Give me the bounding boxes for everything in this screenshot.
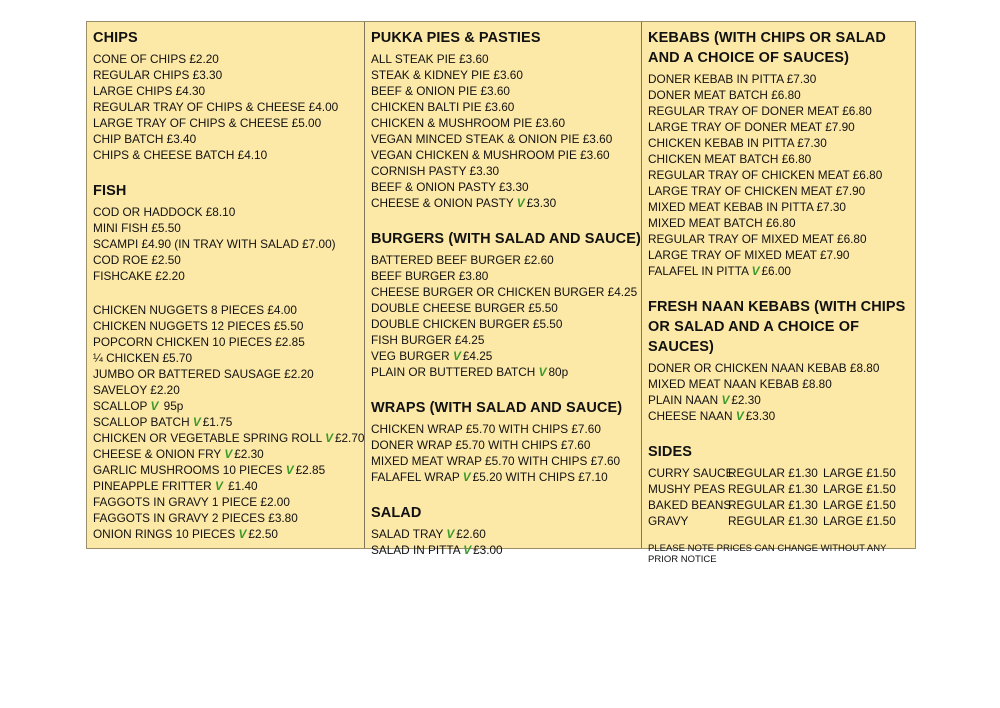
section-wraps bbox=[371, 398, 641, 485]
menu-item-text: FALAFEL WRAP bbox=[371, 470, 463, 484]
menu-item bbox=[93, 334, 364, 350]
menu-item-text: BEEF & ONION PASTY £3.30 bbox=[371, 180, 529, 194]
menu-item bbox=[93, 350, 364, 366]
menu-item bbox=[648, 151, 915, 167]
menu-item-price: £3.30 bbox=[526, 196, 557, 210]
menu-item-price: £3.00 bbox=[473, 543, 503, 557]
menu-item bbox=[648, 263, 915, 279]
menu-item bbox=[371, 300, 641, 316]
menu-item bbox=[93, 494, 364, 510]
menu-item-text: CHICKEN NUGGETS 12 PIECES £5.50 bbox=[93, 319, 304, 333]
side-item bbox=[648, 481, 915, 497]
section-title: BURGERS (WITH SALAD AND SAUCE) bbox=[371, 231, 641, 247]
menu-item-price: £4.25 bbox=[462, 349, 493, 363]
menu-item bbox=[371, 147, 641, 163]
menu-item-text: LARGE TRAY OF MIXED MEAT £7.90 bbox=[648, 248, 850, 262]
menu-item-price: £5.20 WITH CHIPS £7.10 bbox=[472, 470, 608, 484]
menu-item-text: ALL STEAK PIE £3.60 bbox=[371, 52, 489, 66]
side-regular-price: REGULAR £1.30 bbox=[728, 498, 818, 512]
vegetarian-icon: V bbox=[462, 470, 471, 484]
side-regular-price: REGULAR £1.30 bbox=[728, 482, 818, 496]
vegetarian-icon: V bbox=[214, 479, 223, 493]
menu-item bbox=[648, 103, 915, 119]
menu-item bbox=[371, 437, 641, 453]
menu-item-text: ¼ CHICKEN £5.70 bbox=[93, 351, 193, 365]
menu-item-text: POPCORN CHICKEN 10 PIECES £2.85 bbox=[93, 335, 305, 349]
menu-item-text: STEAK & KIDNEY PIE £3.60 bbox=[371, 68, 523, 82]
side-name: MUSHY PEAS bbox=[648, 482, 726, 496]
menu-column-2 bbox=[364, 22, 641, 557]
menu-item bbox=[648, 376, 915, 392]
menu-item bbox=[93, 430, 364, 446]
menu-item-text: DONER OR CHICKEN NAAN KEBAB £8.80 bbox=[648, 361, 880, 375]
menu-item-text: DONER MEAT BATCH £6.80 bbox=[648, 88, 801, 102]
menu-item bbox=[648, 247, 915, 263]
menu-item: SCAMPI £4.90 (IN TRAY WITH SALAD £7.00) bbox=[93, 237, 336, 251]
section-title: SIDES bbox=[648, 444, 693, 460]
menu-item-text: VEG BURGER bbox=[371, 349, 453, 363]
menu-item bbox=[371, 332, 641, 348]
menu-item-text: CHICKEN OR VEGETABLE SPRING ROLL bbox=[93, 431, 326, 445]
price-notice: PLEASE NOTE PRICES CAN CHANGE WITHOUT ANY PRIOR NOTICE bbox=[648, 543, 887, 565]
menu-item-text: CHICKEN & MUSHROOM PIE £3.60 bbox=[371, 116, 566, 130]
menu-item bbox=[93, 414, 364, 430]
side-large-price: LARGE £1.50 bbox=[823, 482, 896, 496]
menu-item bbox=[371, 179, 641, 195]
menu-item: REGULAR TRAY OF CHIPS & CHEESE £4.00 bbox=[93, 100, 339, 114]
menu-item-text: BATTERED BEEF BURGER £2.60 bbox=[371, 253, 554, 267]
menu-board bbox=[86, 21, 916, 565]
menu-item bbox=[371, 542, 641, 558]
menu-item-text: VEGAN CHICKEN & MUSHROOM PIE £3.60 bbox=[371, 148, 610, 162]
section-title: WRAPS (WITH SALAD AND SAUCE) bbox=[371, 400, 623, 416]
section-chips bbox=[93, 28, 364, 163]
menu-item-price: 95p bbox=[160, 399, 184, 413]
menu-item-price: £6.00 bbox=[761, 264, 791, 278]
vegetarian-icon: V bbox=[538, 365, 547, 379]
section-kebabs bbox=[648, 28, 915, 279]
menu-item: COD OR HADDOCK £8.10 bbox=[93, 205, 236, 219]
menu-item-price: £1.75 bbox=[202, 415, 233, 429]
menu-item-text: LARGE TRAY OF DONER MEAT £7.90 bbox=[648, 120, 855, 134]
side-regular-price: REGULAR £1.30 bbox=[728, 466, 818, 480]
menu-item bbox=[371, 131, 641, 147]
menu-item bbox=[371, 51, 641, 67]
menu-item-text: CHICKEN KEBAB IN PITTA £7.30 bbox=[648, 136, 827, 150]
vegetarian-icon: V bbox=[721, 393, 730, 407]
section-fish bbox=[93, 181, 364, 284]
vegetarian-icon: V bbox=[463, 543, 472, 557]
menu-item-price: £2.85 bbox=[295, 463, 326, 477]
section-burgers bbox=[371, 229, 641, 380]
menu-item: LARGE CHIPS £4.30 bbox=[93, 84, 206, 98]
menu-item-price: £2.70 bbox=[334, 431, 365, 445]
menu-item bbox=[648, 215, 915, 231]
menu-item-text: CHICKEN MEAT BATCH £6.80 bbox=[648, 152, 812, 166]
menu-item-text: REGULAR TRAY OF CHICKEN MEAT £6.80 bbox=[648, 168, 883, 182]
vegetarian-icon: V bbox=[735, 409, 744, 423]
menu-item bbox=[371, 268, 641, 284]
menu-item: COD ROE £2.50 bbox=[93, 253, 181, 267]
menu-item bbox=[93, 510, 364, 526]
menu-item bbox=[93, 398, 364, 414]
menu-item: FISHCAKE £2.20 bbox=[93, 269, 185, 283]
menu-item-price: £3.30 bbox=[745, 409, 776, 423]
menu-item bbox=[93, 478, 364, 494]
vegetarian-icon: V bbox=[150, 399, 159, 413]
menu-item bbox=[648, 231, 915, 247]
side-item bbox=[648, 513, 915, 529]
menu-item-text: MIXED MEAT BATCH £6.80 bbox=[648, 216, 796, 230]
side-name: GRAVY bbox=[648, 514, 689, 528]
menu-item-text: SCALLOP BATCH bbox=[93, 415, 193, 429]
section-title: FRESH NAAN KEBABS (WITH CHIPS OR SALAD AND A CHOICE OF SAUCES) bbox=[648, 299, 906, 355]
menu-item bbox=[648, 199, 915, 215]
section-pies bbox=[371, 28, 641, 211]
side-name: CURRY SAUCE bbox=[648, 466, 734, 480]
menu-item-text: PLAIN OR BUTTERED BATCH bbox=[371, 365, 539, 379]
menu-item-price: £2.30 bbox=[234, 447, 264, 461]
menu-item-price: £2.50 bbox=[248, 527, 278, 541]
section-other-items bbox=[93, 302, 364, 542]
menu-item-price: £2.30 bbox=[731, 393, 761, 407]
menu-item bbox=[93, 446, 364, 462]
menu-item-text: BEEF BURGER £3.80 bbox=[371, 269, 489, 283]
section-title: SALAD bbox=[371, 505, 422, 521]
menu-item-text: BEEF & ONION PIE £3.60 bbox=[371, 84, 510, 98]
menu-item-text: CHEESE BURGER OR CHICKEN BURGER £4.25 bbox=[371, 285, 638, 299]
section-salad bbox=[371, 503, 641, 558]
menu-item bbox=[93, 302, 364, 318]
menu-item bbox=[648, 392, 915, 408]
menu-item bbox=[371, 421, 641, 437]
menu-item-text: DONER KEBAB IN PITTA £7.30 bbox=[648, 72, 817, 86]
vegetarian-icon: V bbox=[192, 415, 201, 429]
vegetarian-icon: V bbox=[285, 463, 294, 477]
menu-item: CONE OF CHIPS £2.20 bbox=[93, 52, 219, 66]
menu-item bbox=[648, 183, 915, 199]
menu-item-text: DONER WRAP £5.70 WITH CHIPS £7.60 bbox=[371, 438, 591, 452]
menu-item-text: DOUBLE CHEESE BURGER £5.50 bbox=[371, 301, 558, 315]
menu-item-text: CORNISH PASTY £3.30 bbox=[371, 164, 500, 178]
side-large-price: LARGE £1.50 bbox=[823, 514, 896, 528]
section-title: KEBABS (WITH CHIPS OR SALAD AND A CHOICE OF SAUCES) bbox=[648, 30, 886, 66]
menu-item-text: CHEESE NAAN bbox=[648, 409, 736, 423]
menu-item-text: FAGGOTS IN GRAVY 2 PIECES £3.80 bbox=[93, 511, 298, 525]
menu-item: CHIPS & CHEESE BATCH £4.10 bbox=[93, 148, 268, 162]
menu-item bbox=[371, 316, 641, 332]
vegetarian-icon: V bbox=[516, 196, 525, 210]
menu-item bbox=[93, 318, 364, 334]
menu-item: CHIP BATCH £3.40 bbox=[93, 132, 197, 146]
menu-item-text: SAVELOY £2.20 bbox=[93, 383, 180, 397]
menu-item-text: LARGE TRAY OF CHICKEN MEAT £7.90 bbox=[648, 184, 866, 198]
menu-item-text: FALAFEL IN PITTA bbox=[648, 264, 752, 278]
menu-item bbox=[648, 87, 915, 103]
menu-item-text: ONION RINGS 10 PIECES bbox=[93, 527, 239, 541]
section-title: FISH bbox=[93, 183, 127, 199]
menu-item-text: DOUBLE CHICKEN BURGER £5.50 bbox=[371, 317, 563, 331]
menu-item bbox=[371, 252, 641, 268]
menu-item-text: VEGAN MINCED STEAK & ONION PIE £3.60 bbox=[371, 132, 613, 146]
menu-item bbox=[371, 348, 641, 364]
menu-column-1 bbox=[87, 22, 364, 548]
menu-item bbox=[371, 364, 641, 380]
side-large-price: LARGE £1.50 bbox=[823, 498, 896, 512]
menu-item-text: MIXED MEAT NAAN KEBAB £8.80 bbox=[648, 377, 832, 391]
section-sides bbox=[648, 442, 915, 565]
menu-item-text: CHEESE & ONION FRY bbox=[93, 447, 225, 461]
section-naan-kebabs bbox=[648, 297, 915, 424]
menu-item bbox=[371, 195, 641, 211]
side-name: BAKED BEANS bbox=[648, 498, 732, 512]
menu-item bbox=[93, 526, 364, 542]
menu-item-text: SCALLOP bbox=[93, 399, 151, 413]
menu-item bbox=[93, 462, 364, 478]
menu-item-text: MIXED MEAT KEBAB IN PITTA £7.30 bbox=[648, 200, 846, 214]
menu-item-text: GARLIC MUSHROOMS 10 PIECES bbox=[93, 463, 286, 477]
menu-item bbox=[371, 83, 641, 99]
menu-item-text: CHICKEN BALTI PIE £3.60 bbox=[371, 100, 515, 114]
vegetarian-icon: V bbox=[751, 264, 760, 278]
vegetarian-icon: V bbox=[446, 527, 455, 541]
menu-item bbox=[93, 382, 364, 398]
menu-item-text: REGULAR TRAY OF DONER MEAT £6.80 bbox=[648, 104, 872, 118]
menu-item-text: SALAD IN PITTA bbox=[371, 543, 464, 557]
menu-item: LARGE TRAY OF CHIPS & CHEESE £5.00 bbox=[93, 116, 322, 130]
menu-item bbox=[93, 366, 364, 382]
menu-item bbox=[371, 453, 641, 469]
menu-item: MINI FISH £5.50 bbox=[93, 221, 181, 235]
menu-item-text: JUMBO OR BATTERED SAUSAGE £2.20 bbox=[93, 367, 314, 381]
menu-item-text: MIXED MEAT WRAP £5.70 WITH CHIPS £7.60 bbox=[371, 454, 621, 468]
menu-item bbox=[648, 119, 915, 135]
menu-item-text: FAGGOTS IN GRAVY 1 PIECE £2.00 bbox=[93, 495, 290, 509]
menu-item-price: £1.40 bbox=[224, 479, 258, 493]
menu-item-text: SALAD TRAY bbox=[371, 527, 447, 541]
menu-item bbox=[648, 71, 915, 87]
menu-item-text: PINEAPPLE FRITTER bbox=[93, 479, 215, 493]
vegetarian-icon: V bbox=[325, 431, 333, 445]
menu-column-3 bbox=[641, 22, 915, 565]
menu-item bbox=[648, 360, 915, 376]
menu-item-text: FISH BURGER £4.25 bbox=[371, 333, 485, 347]
menu-item-text: CHEESE & ONION PASTY bbox=[371, 196, 517, 210]
menu-item bbox=[648, 135, 915, 151]
menu-item-price: £2.60 bbox=[456, 527, 486, 541]
menu-item-text: CHICKEN WRAP £5.70 WITH CHIPS £7.60 bbox=[371, 422, 601, 436]
menu-item-text: PLAIN NAAN bbox=[648, 393, 722, 407]
side-regular-price: REGULAR £1.30 bbox=[728, 514, 818, 528]
menu-item bbox=[371, 99, 641, 115]
menu-item-text: REGULAR TRAY OF MIXED MEAT £6.80 bbox=[648, 232, 867, 246]
side-item bbox=[648, 465, 915, 481]
menu-item bbox=[371, 163, 641, 179]
section-title: PUKKA PIES & PASTIES bbox=[371, 30, 541, 46]
menu-item: REGULAR CHIPS £3.30 bbox=[93, 68, 223, 82]
vegetarian-icon: V bbox=[238, 527, 247, 541]
menu-item bbox=[371, 469, 641, 485]
vegetarian-icon: V bbox=[224, 447, 233, 461]
section-title: CHIPS bbox=[93, 30, 138, 46]
menu-item bbox=[371, 284, 641, 300]
side-large-price: LARGE £1.50 bbox=[823, 466, 896, 480]
menu-item-price: 80p bbox=[548, 365, 569, 379]
menu-item bbox=[648, 167, 915, 183]
menu-item bbox=[371, 67, 641, 83]
vegetarian-icon: V bbox=[452, 349, 461, 363]
side-item bbox=[648, 497, 915, 513]
menu-item bbox=[371, 526, 641, 542]
menu-item bbox=[648, 408, 915, 424]
menu-item-text: CHICKEN NUGGETS 8 PIECES £4.00 bbox=[93, 303, 297, 317]
menu-item bbox=[371, 115, 641, 131]
